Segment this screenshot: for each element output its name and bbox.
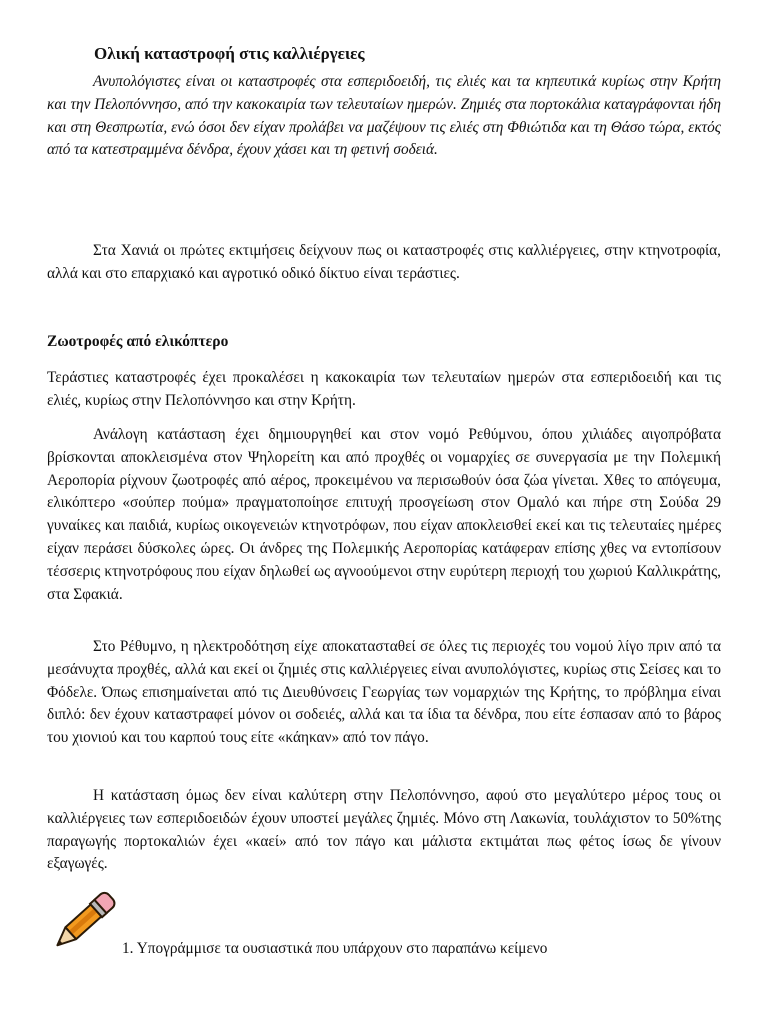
body-paragraph-1: Τεράστιες καταστροφές έχει προκαλέσει η κακοκαιρία των τελευταίων ημερών στα εσπεριδοειδή και τις ελιές, κυρίως στην Πελοπόννησο και στην Κρήτη. [47,369,721,409]
body-paragraph-2: Ανάλογη κατάσταση έχει δημιουργηθεί και στον νομό Ρεθύμνου, όπου χιλιάδες αιγοπρόβατα βρίσκονται αποκλεισμένα στον Ψηλορείτη και από προχθές οι νομαρχίες σε συνεργασία με την Πολεμική Αεροπορία ρίχνουν ζωοτροφές από αέρος, προκειμένου να περισωθούν όσα ζώα γίνεται. Χθες το απόγευμα, ελικόπτερο «σούπερ πούμα» πραγματοποίησε επιτυχή προσγείωση στον Ομαλό και πήρε στη Σούδα 29 γυναίκες και παιδιά, κυρίως οικογενειών κτηνοτρόφων, που είχαν αποκλεισθεί εκεί και τις τελευταίες ημέρες είχαν περάσει δύσκολες ώρες. Οι άνδρες της Πολεμικής Αεροπορίας κατάφεραν επίσης χθες να εντοπίσουν τέσσερις κτηνοτρόφους που είχαν δηλωθεί ως αγνοούμενοι στην ευρύτερη περιοχή του χωριού Καλλικράτης, στα Σφακιά. [47,426,721,603]
pencil-icon [44,886,124,962]
body-paragraph-3: Στο Ρέθυμνο, η ηλεκτροδότηση είχε αποκατασταθεί σε όλες τις περιοχές του νομού λίγο πριν από τα μεσάνυχτα προχθές, αλλά και εκεί οι ζημιές στις καλλιέργειες είναι ανυπολόγιστες, κυρίως στις Σείσες και το Φόδελε. Όπως επισημαίνεται από τις Διευθύνσεις Γεωργίας των νομαρχιών της Κρήτης, το πρόβλημα είναι διπλό: δεν έχουν καταστραφεί μόνον οι σοδειές, αλλά και τα ίδια τα δένδρα, που είτε έσπασαν από το βάρος του χιονιού και του καρπού τους είτε «κάηκαν» από τον πάγο. [47,638,721,747]
body-paragraph-4: Η κατάσταση όμως δεν είναι καλύτερη στην Πελοπόννησο, αφού στο μεγαλύτερο μέρος τους οι καλλιέργειες των εσπεριδοειδών έχουν υποστεί μεγάλες ζημιές. Μόνο στη Λακωνία, τουλάχιστον το 50%της παραγωγής πορτοκαλιών έχει «καεί» από τον πάγο και μάλιστα εκτιμάται πως φέτος ίσως δε γίνουν εξαγωγές. [47,787,721,873]
document-title: Ολική καταστροφή στις καλλιέργειες [94,44,365,63]
intro-paragraph: Ανυπολόγιστες είναι οι καταστροφές στα εσπεριδοειδή, τις ελιές και τα κηπευτικά κυρίως στην Κρήτη και την Πελοπόννησο, από την κακοκαιρία των τελευταίων ημερών. Ζημιές στα πορτοκάλια καταγράφονται ήδη και στη Θεσπρωτία, ενώ όσοι δεν είχαν προλάβει να μαζέψουν τις ελιές στη Φθιώτιδα και τη Θάσο τώρα, εκτός από τα κατεστραμμένα δένδρα, έχουν χάσει και τη φετινή σοδειά. [47,73,721,159]
section-subtitle: Ζωοτροφές από ελικόπτερο [47,333,229,350]
task-instruction: 1. Υπογράμμισε τα ουσιαστικά που υπάρχουν στο παραπάνω κείμενο [122,940,548,957]
chania-paragraph: Στα Χανιά οι πρώτες εκτιμήσεις δείχνουν πως οι καταστροφές στις καλλιέργειες, στην κτηνοτροφία, αλλά και στο επαρχιακό και αγροτικό οδικό δίκτυο είναι τεράστιες. [47,242,721,282]
